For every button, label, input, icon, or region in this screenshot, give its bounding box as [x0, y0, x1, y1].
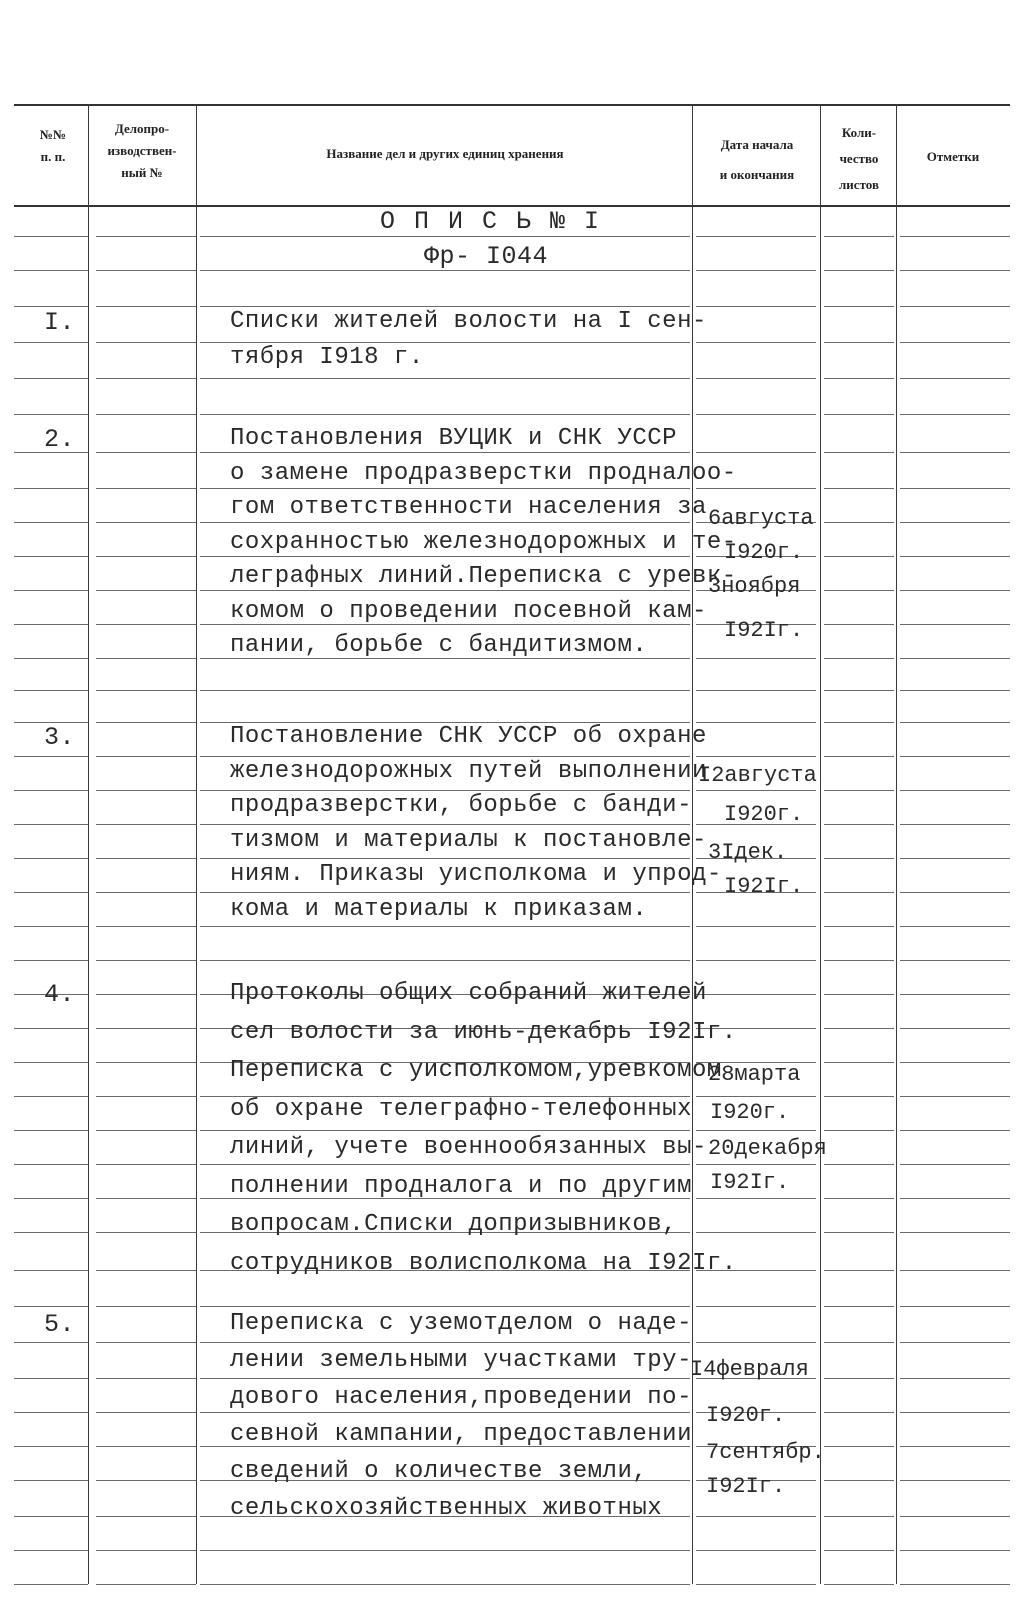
- ruled-line: [900, 414, 1010, 415]
- ruled-line: [96, 378, 196, 379]
- ruled-line: [696, 1096, 816, 1097]
- ruled-line: [900, 658, 1010, 659]
- ruled-line: [824, 960, 894, 961]
- ruled-line: [696, 1306, 816, 1307]
- ruled-line: [96, 414, 196, 415]
- ruled-line: [14, 1130, 88, 1131]
- ruled-line: [14, 1550, 88, 1551]
- ruled-line: [200, 452, 690, 453]
- ruled-line: [200, 378, 690, 379]
- ruled-line: [900, 488, 1010, 489]
- header-dates: Дата начала и окончания: [719, 137, 795, 182]
- ruled-line: [900, 556, 1010, 557]
- entry-title-line: железнодорожных путей выполнении: [230, 757, 707, 785]
- ruled-line: [824, 270, 894, 271]
- entry-date: 20декабря: [708, 1136, 827, 1161]
- header-notes: Отметки: [926, 149, 980, 164]
- ruled-line: [900, 1232, 1010, 1233]
- ruled-line: [200, 1130, 690, 1131]
- ruled-line: [96, 1446, 196, 1447]
- entry-date: 7сентябр.: [706, 1440, 825, 1465]
- ruled-line: [96, 624, 196, 625]
- ruled-line: [200, 1164, 690, 1165]
- ruled-line: [14, 892, 88, 893]
- entry-title-line: севной кампании, предоставлении: [230, 1421, 692, 1448]
- ruled-line: [96, 590, 196, 591]
- ruled-line: [96, 1062, 196, 1063]
- ruled-line: [900, 1198, 1010, 1199]
- ruled-line: [14, 658, 88, 659]
- ruled-line: [200, 790, 690, 791]
- ruled-line: [696, 1550, 816, 1551]
- ruled-line: [824, 1270, 894, 1271]
- ruled-line: [14, 488, 88, 489]
- entry-title-line: сельскохозяйственных животных: [230, 1495, 663, 1522]
- entry-title-line: Постановление СНК УССР об охране: [230, 723, 707, 750]
- ruled-line: [96, 790, 196, 791]
- ruled-line: [96, 556, 196, 557]
- ruled-line: [14, 1164, 88, 1165]
- ruled-line: [96, 1028, 196, 1029]
- entry-number: I.: [44, 308, 76, 337]
- ruled-line: [200, 556, 690, 557]
- ruled-line: [900, 994, 1010, 995]
- ruled-line: [824, 488, 894, 489]
- ruled-line: [200, 892, 690, 893]
- ruled-line: [824, 1342, 894, 1343]
- ruled-line: [900, 1446, 1010, 1447]
- ruled-line: [200, 488, 690, 489]
- ruled-line: [14, 824, 88, 825]
- entry-title-line: ниям. Приказы уисполкома и упрод-: [230, 861, 722, 888]
- ruled-line: [696, 1232, 816, 1233]
- ruled-line: [824, 342, 894, 343]
- ruled-line: [696, 756, 816, 757]
- ruled-line: [900, 1412, 1010, 1413]
- entry-number: 2.: [44, 425, 76, 454]
- entry-date: 6августа: [708, 506, 814, 531]
- ruled-line: [696, 1342, 816, 1343]
- ruled-line: [14, 1480, 88, 1481]
- ruled-line: [696, 994, 816, 995]
- ruled-line: [14, 306, 88, 307]
- ruled-line: [200, 1306, 690, 1307]
- entry-date: I2августа: [698, 763, 817, 788]
- ruled-line: [96, 690, 196, 691]
- entry-title-line: леграфных линий.Переписка с уревк-: [230, 563, 737, 590]
- ruled-line: [696, 658, 816, 659]
- ruled-line: [900, 1096, 1010, 1097]
- ruled-line: [824, 306, 894, 307]
- ruled-line: [696, 306, 816, 307]
- ruled-line: [824, 1130, 894, 1131]
- ruled-line: [14, 1342, 88, 1343]
- ruled-line: [824, 858, 894, 859]
- ruled-line: [96, 926, 196, 927]
- ruled-line: [96, 824, 196, 825]
- ruled-line: [900, 1062, 1010, 1063]
- ruled-line: [96, 1096, 196, 1097]
- entry-title-line: сел волости за июнь-декабрь I92Iг.: [230, 1018, 737, 1046]
- ruled-line: [200, 690, 690, 691]
- entry-title-line: гом ответственности населения за: [230, 494, 707, 521]
- ruled-line: [900, 1378, 1010, 1379]
- column-rule: [820, 104, 821, 1584]
- ruled-line: [900, 1306, 1010, 1307]
- entry-date: 3Iдек.: [708, 840, 788, 865]
- entry-title-line: тября I918 г.: [230, 344, 424, 371]
- ruled-line: [96, 960, 196, 961]
- ruled-line: [96, 1550, 196, 1551]
- ruled-line: [696, 378, 816, 379]
- entry-title-line: сведений о количестве земли,: [230, 1458, 648, 1485]
- header-office-number: Делопро- изводствен- ный №: [107, 121, 177, 180]
- ruled-line: [14, 1198, 88, 1199]
- entry-title-line: продразверстки, борьбе с банди-: [230, 792, 692, 819]
- ruled-line: [824, 1028, 894, 1029]
- ruled-line: [14, 690, 88, 691]
- ruled-line: [14, 624, 88, 625]
- ruled-line: [900, 824, 1010, 825]
- ruled-line: [14, 1028, 88, 1029]
- ruled-line: [900, 892, 1010, 893]
- ruled-line: [824, 1378, 894, 1379]
- ruled-line: [14, 858, 88, 859]
- ruled-line: [696, 236, 816, 237]
- ruled-line: [14, 342, 88, 343]
- ruled-line: [824, 1550, 894, 1551]
- ruled-line: [824, 414, 894, 415]
- ruled-line: [96, 1412, 196, 1413]
- entry-number: 4.: [44, 980, 76, 1009]
- ruled-line: [200, 1584, 690, 1585]
- inventory-heading: О П И С Ь № I: [380, 207, 602, 236]
- ruled-line: [200, 960, 690, 961]
- ruled-line: [96, 1342, 196, 1343]
- ruled-line: [824, 236, 894, 237]
- ruled-line: [200, 522, 690, 523]
- ruled-line: [96, 1130, 196, 1131]
- ruled-line: [696, 1516, 816, 1517]
- ruled-line: [900, 1550, 1010, 1551]
- ruled-line: [200, 414, 690, 415]
- ruled-line: [900, 306, 1010, 307]
- entry-date: I920г.: [724, 802, 804, 827]
- ruled-line: [14, 1412, 88, 1413]
- ruled-line: [900, 1270, 1010, 1271]
- ruled-line: [96, 994, 196, 995]
- ruled-line: [900, 378, 1010, 379]
- ruled-line: [14, 556, 88, 557]
- ruled-line: [900, 590, 1010, 591]
- ruled-line: [824, 1584, 894, 1585]
- entry-title-line: линий, учете военнообязанных вы-: [230, 1134, 707, 1161]
- ruled-line: [96, 756, 196, 757]
- ruled-line: [14, 270, 88, 271]
- ruled-line: [696, 926, 816, 927]
- ruled-line: [14, 960, 88, 961]
- ruled-line: [900, 858, 1010, 859]
- ruled-line: [14, 1446, 88, 1447]
- entry-date: I920г.: [710, 1100, 790, 1125]
- ruled-line: [824, 1232, 894, 1233]
- ruled-line: [696, 790, 816, 791]
- ruled-line: [824, 790, 894, 791]
- ruled-line: [14, 756, 88, 757]
- ruled-line: [14, 590, 88, 591]
- entry-number: 3.: [44, 723, 76, 752]
- ruled-line: [96, 1232, 196, 1233]
- ruled-line: [900, 960, 1010, 961]
- ruled-line: [900, 236, 1010, 237]
- ruled-line: [824, 892, 894, 893]
- entry-title-line: пании, борьбе с бандитизмом.: [230, 632, 648, 659]
- ruled-line: [96, 236, 196, 237]
- ruled-line: [14, 414, 88, 415]
- ruled-line: [200, 236, 690, 237]
- ruled-line: [14, 1516, 88, 1517]
- ruled-line: [696, 722, 816, 723]
- ruled-line: [14, 926, 88, 927]
- ruled-line: [696, 690, 816, 691]
- ruled-line: [900, 1028, 1010, 1029]
- entry-title-line: о замене продразверстки продналоо-: [230, 459, 737, 487]
- ruled-line: [14, 1584, 88, 1585]
- entry-title-line: дового населения,проведении по-: [230, 1384, 692, 1411]
- ruled-line: [696, 960, 816, 961]
- ruled-line: [900, 1342, 1010, 1343]
- ruled-line: [14, 790, 88, 791]
- entry-title-line: кома и материалы к приказам.: [230, 895, 648, 923]
- ruled-line: [200, 342, 690, 343]
- entry-title-line: комом о проведении посевной кам-: [230, 597, 707, 625]
- entry-title-line: Переписка с уисполкомом,уревкомом: [230, 1057, 722, 1084]
- ruled-line: [200, 824, 690, 825]
- table-top-rule: [14, 104, 1010, 106]
- entry-title-line: Списки жителей волости на I сен-: [230, 308, 707, 335]
- ruled-line: [900, 1516, 1010, 1517]
- ruled-line: [14, 1096, 88, 1097]
- ruled-line: [96, 1164, 196, 1165]
- ruled-line: [14, 1378, 88, 1379]
- ruled-line: [200, 1550, 690, 1551]
- entry-title-line: об охране телеграфно-телефонных: [230, 1095, 692, 1123]
- column-rule: [196, 104, 197, 1584]
- ruled-line: [824, 590, 894, 591]
- ruled-line: [824, 1062, 894, 1063]
- ruled-line: [14, 1306, 88, 1307]
- entry-date: 3ноября: [708, 574, 801, 599]
- entry-title-line: лении земельными участками тру-: [230, 1347, 692, 1374]
- ruled-line: [96, 270, 196, 271]
- ruled-line: [900, 690, 1010, 691]
- ruled-line: [14, 1270, 88, 1271]
- entry-date: I92Iг.: [706, 1474, 786, 1499]
- entry-title-line: сотрудников волисполкома на I92Iг.: [230, 1249, 737, 1277]
- ruled-line: [900, 522, 1010, 523]
- ruled-line: [200, 1412, 690, 1413]
- ruled-line: [824, 378, 894, 379]
- ruled-line: [696, 1164, 816, 1165]
- ruled-line: [14, 236, 88, 237]
- entry-date: 28марта: [708, 1062, 801, 1087]
- ruled-line: [14, 378, 88, 379]
- ruled-line: [824, 824, 894, 825]
- ruled-line: [900, 926, 1010, 927]
- column-rule: [88, 104, 89, 1584]
- ruled-line: [900, 722, 1010, 723]
- ruled-line: [14, 1062, 88, 1063]
- header-sheets: Коли- чество листов: [839, 125, 879, 192]
- ruled-line: [824, 522, 894, 523]
- ruled-line: [900, 342, 1010, 343]
- ruled-line: [900, 1480, 1010, 1481]
- header-title: Название дел и других единиц хранения: [326, 146, 564, 161]
- ruled-line: [824, 926, 894, 927]
- ruled-line: [900, 452, 1010, 453]
- ruled-line: [696, 342, 816, 343]
- ruled-line: [696, 488, 816, 489]
- ruled-line: [696, 1198, 816, 1199]
- ruled-line: [200, 306, 690, 307]
- entry-title-line: сохранностью железнодорожных и те-: [230, 528, 737, 556]
- ruled-line: [900, 790, 1010, 791]
- ruled-line: [200, 858, 690, 859]
- ruled-line: [96, 342, 196, 343]
- entry-date: I92Iг.: [710, 1170, 790, 1195]
- ruled-line: [96, 306, 196, 307]
- ruled-line: [96, 1270, 196, 1271]
- ruled-line: [200, 1342, 690, 1343]
- entry-title-line: тизмом и материалы к постановле-: [230, 826, 707, 854]
- entry-date: I920г.: [724, 540, 804, 565]
- ruled-line: [96, 522, 196, 523]
- entry-number: 5.: [44, 1310, 76, 1339]
- ruled-line: [96, 1584, 196, 1585]
- ruled-line: [696, 270, 816, 271]
- entry-title-line: Протоколы общих собраний жителей: [230, 980, 707, 1007]
- ruled-line: [824, 1096, 894, 1097]
- ruled-line: [824, 658, 894, 659]
- ruled-line: [824, 1412, 894, 1413]
- ruled-line: [824, 1480, 894, 1481]
- ruled-line: [96, 452, 196, 453]
- entry-date: I92Iг.: [724, 618, 804, 643]
- ruled-line: [900, 1130, 1010, 1131]
- ruled-line: [96, 858, 196, 859]
- entry-title-line: полнении продналога и по другим: [230, 1172, 692, 1200]
- entry-title-line: вопросам.Списки допризывников,: [230, 1211, 678, 1238]
- ruled-line: [696, 1584, 816, 1585]
- ruled-line: [96, 722, 196, 723]
- ruled-line: [96, 488, 196, 489]
- entry-date: I920г.: [706, 1403, 786, 1428]
- column-rule: [896, 104, 897, 1584]
- ruled-line: [96, 1198, 196, 1199]
- ruled-line: [96, 1480, 196, 1481]
- ruled-line: [696, 452, 816, 453]
- entry-title-line: Постановления ВУЦИК и СНК УССР: [230, 425, 678, 452]
- ruled-line: [824, 624, 894, 625]
- ruled-line: [824, 1446, 894, 1447]
- ruled-line: [824, 690, 894, 691]
- ruled-line: [900, 270, 1010, 271]
- ruled-line: [96, 1516, 196, 1517]
- ruled-line: [824, 1198, 894, 1199]
- entry-title-line: Переписка с уземотделом о наде-: [230, 1310, 692, 1337]
- fund-number: Фр- I044: [424, 242, 549, 271]
- ruled-line: [96, 1306, 196, 1307]
- ruled-line: [824, 556, 894, 557]
- ruled-line: [200, 590, 690, 591]
- ruled-line: [900, 624, 1010, 625]
- ruled-line: [824, 756, 894, 757]
- ruled-line: [696, 414, 816, 415]
- entry-date: I4февраля: [690, 1357, 809, 1382]
- ruled-line: [824, 452, 894, 453]
- entry-date: I92Iг.: [724, 874, 804, 899]
- header-number: №№ п. п.: [39, 127, 67, 164]
- ruled-line: [824, 1516, 894, 1517]
- ruled-line: [824, 1164, 894, 1165]
- ruled-line: [824, 994, 894, 995]
- ruled-line: [96, 892, 196, 893]
- ruled-line: [696, 1130, 816, 1131]
- ruled-line: [824, 1306, 894, 1307]
- ruled-line: [14, 522, 88, 523]
- ruled-line: [14, 1232, 88, 1233]
- ruled-line: [824, 722, 894, 723]
- ruled-line: [900, 1164, 1010, 1165]
- ruled-line: [96, 1378, 196, 1379]
- ruled-line: [900, 1584, 1010, 1585]
- ruled-line: [900, 756, 1010, 757]
- ruled-line: [96, 658, 196, 659]
- ruled-line: [200, 926, 690, 927]
- ruled-line: [200, 1378, 690, 1379]
